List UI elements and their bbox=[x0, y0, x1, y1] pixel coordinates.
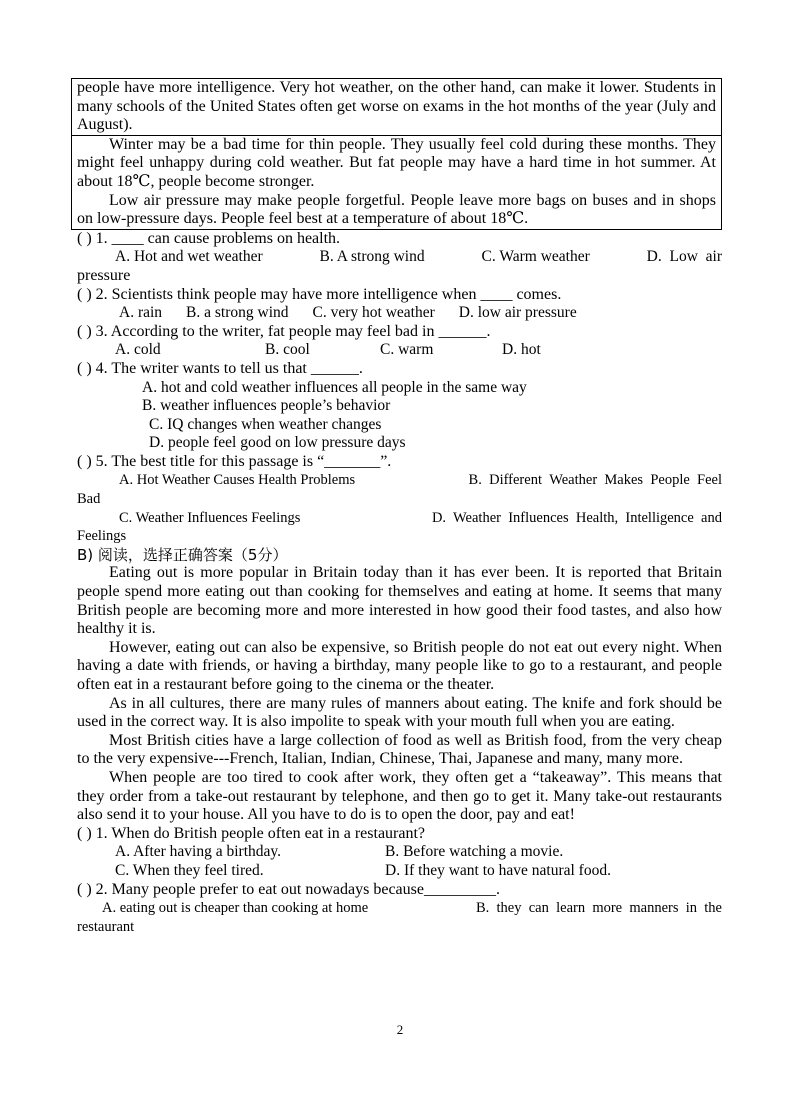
option: C. very hot weather bbox=[312, 304, 435, 322]
option: D. people feel good on low pressure days bbox=[149, 434, 406, 452]
section-heading: B) 阅读，选择正确答案（5分） bbox=[77, 545, 288, 564]
option: A. Hot and wet weather bbox=[115, 248, 263, 266]
option: C. Weather Influences Feelings bbox=[119, 509, 301, 526]
option: A. eating out is cheaper than cooking at home bbox=[102, 900, 369, 917]
option: B. cool bbox=[265, 341, 310, 359]
question-options bbox=[77, 248, 722, 267]
option: C. warm bbox=[380, 341, 434, 359]
option: A. After having a birthday. bbox=[115, 843, 282, 861]
passage-paragraph: However, eating out can also be expensive, so British people do not eat out every night. When having a date with friends, or having a birthday, many people like to go to a restaurant, and people often eat in a restaurant before going to the cinema or the theater. bbox=[77, 638, 722, 693]
question-options bbox=[77, 899, 722, 918]
question-stem: ( ) 2. Many people prefer to eat out nowadays because_________. bbox=[77, 880, 500, 898]
question-options bbox=[77, 341, 722, 360]
passage-paragraph: Most British cities have a large collection of food as well as British food, from the very cheap to the very expensive---French, Italian, Indian, Chinese, Thai, Japanese and many, many more. bbox=[77, 731, 722, 768]
option: B. weather influences people’s behavior bbox=[142, 397, 391, 415]
passage-cell bbox=[72, 135, 721, 229]
option: B. they can learn more manners in the bbox=[475, 900, 722, 917]
question-stem: ( ) 1. ____ can cause problems on health. bbox=[77, 229, 341, 247]
option: A. cold bbox=[115, 341, 161, 359]
option: C. When they feel tired. bbox=[115, 861, 264, 879]
option: D. Weather Influences Health, Intelligence and bbox=[431, 509, 722, 526]
option: A. rain bbox=[119, 304, 163, 322]
document-page bbox=[77, 78, 722, 936]
option: A. hot and cold weather influences all people in the same way bbox=[142, 378, 527, 396]
passage-paragraph: As in all cultures, there are many rules of manners about eating. The knife and fork should be used in the correct way. It is also impolite to speak with your mouth full when you are eating. bbox=[77, 694, 722, 731]
question-options bbox=[77, 862, 722, 881]
question-stem: ( ) 4. The writer wants to tell us that ______. bbox=[77, 359, 363, 377]
passage-cell bbox=[72, 79, 721, 135]
option: A. Hot Weather Causes Health Problems bbox=[119, 472, 356, 489]
question-options bbox=[77, 471, 722, 490]
question-stem: ( ) 3. According to the writer, fat people may feel bad in ______. bbox=[77, 322, 491, 340]
question-options bbox=[77, 509, 722, 528]
option: D. low air pressure bbox=[458, 304, 577, 322]
passage-paragraph: Eating out is more popular in Britain today than it has ever been. It is reported that Britain people spend more eating out than cooking for themselves and eating at home. It seems that many British people are becoming more and more interested in how good their food tastes, and also how healthy it is. bbox=[77, 564, 722, 638]
option: B. a strong wind bbox=[186, 304, 289, 322]
option: D. If they want to have natural food. bbox=[385, 861, 611, 879]
passage-paragraph: Winter may be a bad time for thin people. They usually feel cold during these months. They might feel unhappy during cold weather. But fat people may have a hard time in hot summer. At about 18℃, people become stronger. bbox=[77, 135, 716, 190]
option-continuation: Feelings bbox=[77, 528, 127, 545]
question-stem: ( ) 5. The best title for this passage is “_______”. bbox=[77, 452, 392, 470]
option: D. Low air bbox=[646, 248, 722, 266]
option-continuation: restaurant bbox=[77, 918, 135, 935]
passage-paragraph: Low air pressure may make people forgetful. People leave more bags on buses and in shops on low-pressure days. People feel best at a temperature of about 18℃. bbox=[77, 191, 716, 228]
option: B. Before watching a movie. bbox=[385, 843, 564, 861]
question-options bbox=[77, 304, 722, 323]
passage-box bbox=[71, 78, 722, 230]
option-continuation: Bad bbox=[77, 491, 101, 508]
passage-paragraph: people have more intelligence. Very hot weather, on the other hand, can make it lower. Students in many schools of the United States often get worse on exams in the hot months of the year (July and August). bbox=[77, 79, 716, 134]
passage-paragraph: When people are too tired to cook after work, they often get a “takeaway”. This means that they order from a take-out restaurant by telephone, and then go to get it. Many take-out restaurants also send it to your house. All you have to do is to open the door, pay and eat! bbox=[77, 768, 722, 824]
question-stem: ( ) 2. Scientists think people may have more intelligence when ____ comes. bbox=[77, 285, 562, 303]
option: C. IQ changes when weather changes bbox=[149, 415, 382, 433]
question-stem: ( ) 1. When do British people often eat in a restaurant? bbox=[77, 824, 426, 842]
option: C. Warm weather bbox=[481, 248, 590, 266]
question-options bbox=[77, 843, 722, 862]
option: D. hot bbox=[502, 341, 541, 359]
option-continuation: pressure bbox=[77, 266, 131, 284]
page-number: 2 bbox=[396, 1022, 404, 1037]
option: B. A strong wind bbox=[319, 248, 425, 266]
option: B. Different Weather Makes People Feel bbox=[468, 472, 722, 489]
